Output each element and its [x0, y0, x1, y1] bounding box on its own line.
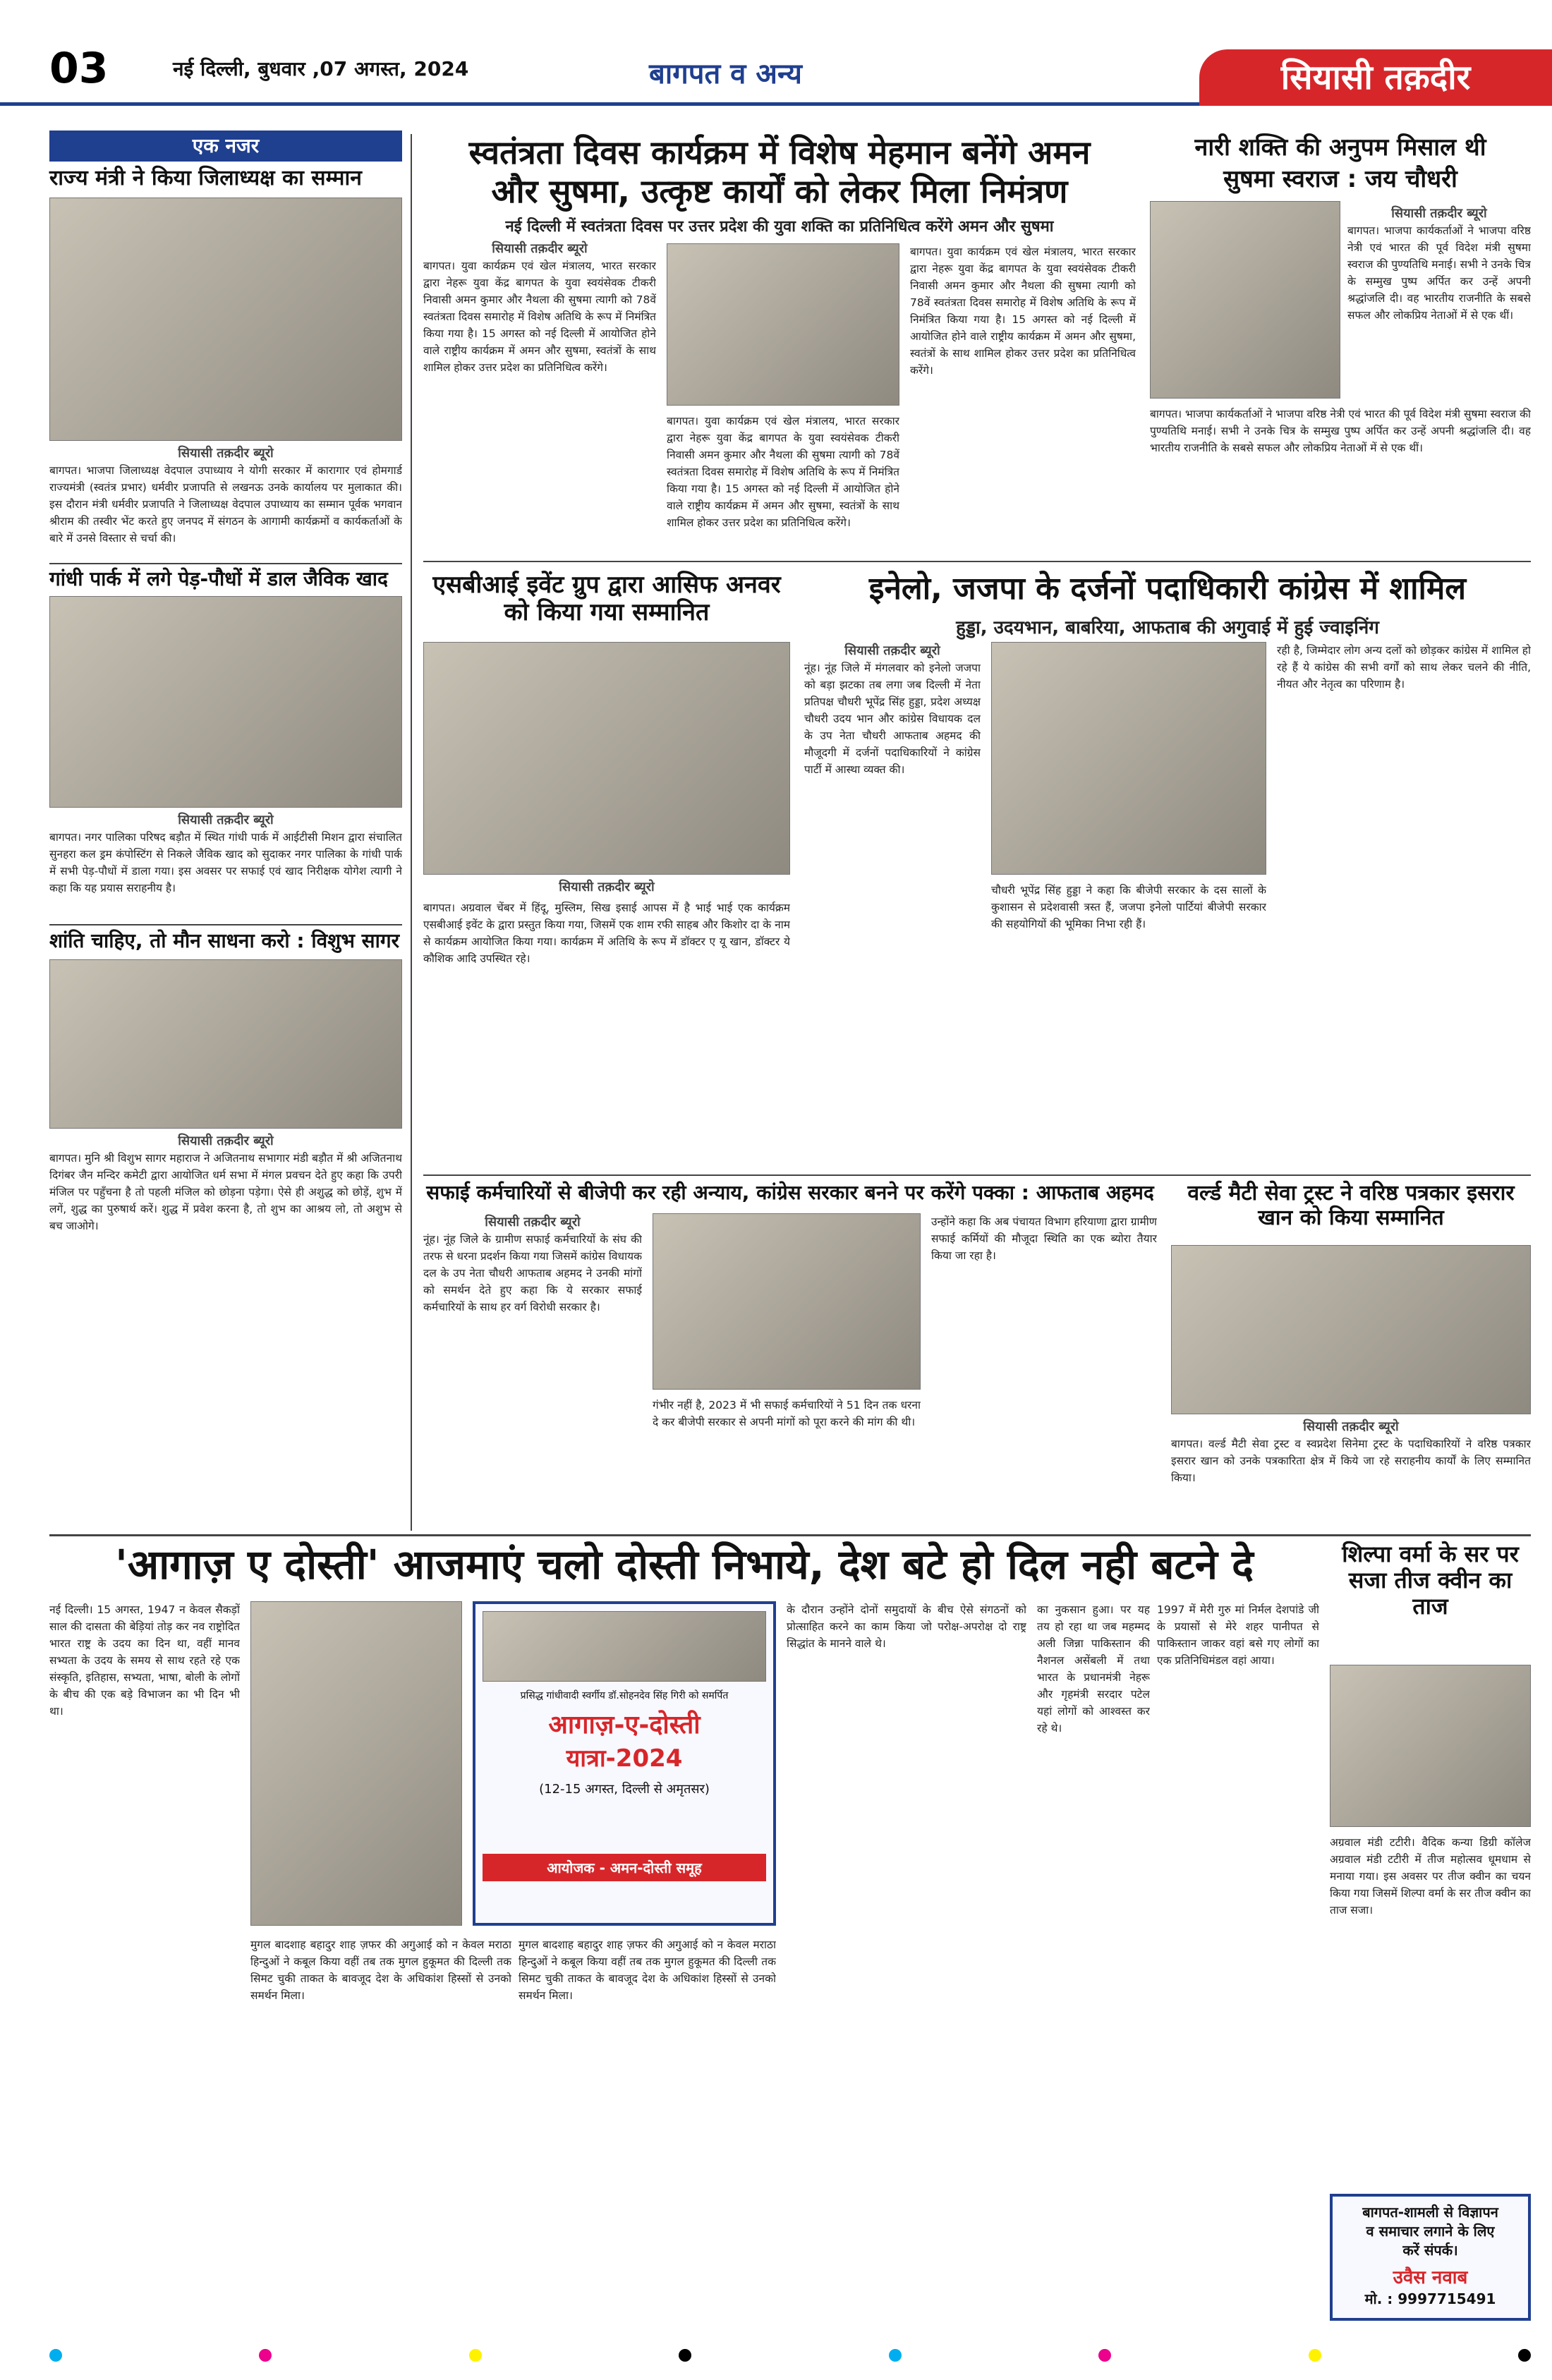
story-body: का नुकसान हुआ। पर यह तय हो रहा था जब महम्मद अली जिन्ना पाकिस्तान की नैशनल असेंबली में तथा भारत के प्रधानमंत्री नेहरू और गृहमंत्री सरदार पटेल यहां लोगों को आश्वस्त कर रहे थे।	[1037, 1603, 1150, 1735]
top-story-title-line1: स्वतंत्रता दिवस कार्यक्रम में विशेष मेहमान बनेंगे अमन	[468, 133, 1091, 171]
story-body: नई दिल्ली। 15 अगस्त, 1947 न केवल सैकड़ों साल की दासता की बेड़ियां तोड़ कर नव राष्ट्रोदित भारत राष्ट्र के उदय का दिन था, वहीं मानव सभ्यता के उदय के समय से साथ रहते रहे एक संस्कृति, इतिहास, सभ्यता, भाषा, बोली के लोगों के बीच की एक बड़े विभाजन का भी दिन भी था।	[49, 1603, 240, 1718]
story-body: मुगल बादशाह बहादुर शाह ज़फर की अगुआई को न केवल मराठा हिन्दुओं ने कबूल किया वहीं तब तक मुगल हुकूमत की दिल्ली तक सिमट चुकी ताकत के बावजूद देश के अधिकांश हिस्सों से उनको समर्थन मिला।	[519, 1938, 776, 2003]
news-photo	[49, 596, 402, 808]
black-dot	[679, 2349, 691, 2362]
black-dot	[1518, 2349, 1531, 2362]
news-photo	[1330, 1665, 1531, 1827]
portrait-photo	[250, 1601, 462, 1926]
story-body: बागपत। अग्रवाल चेंबर में हिंदू, मुस्लिम, सिख इसाई आपस में है भाई भाई एक कार्यक्रम एसबीआई इवेंट के द्वारा प्रस्तुत किया गया, जिसमें एक शाम रफी साहब और किशोर दा के नाम से कार्यक्रम आयोजित किया गया। कार्यक्रम में अतिथि के रूप में डॉक्टर ए यू खान, डॉक्टर ये कौशिक आदि उपस्थित रहे।	[423, 901, 790, 966]
magenta-dot	[259, 2349, 272, 2362]
top-story-subtitle: नई दिल्ली में स्वतंत्रता दिवस पर उत्तर प्रदेश की युवा शक्ति का प्रतिनिधित्व करेंगे अमन और सुषमा	[505, 218, 1054, 236]
yellow-dot	[469, 2349, 482, 2362]
news-photo	[667, 243, 899, 406]
byline: सियासी तक़दीर ब्यूरो	[559, 880, 655, 894]
story-title: गांधी पार्क में लगे पेड़-पौधों में डाल जैविक खाद	[49, 567, 388, 590]
cyan-dot	[49, 2349, 62, 2362]
story-title: नारी शक्ति की अनुपम मिसाल थी	[1194, 133, 1486, 162]
story-title: एसबीआई इवेंट ग्रुप द्वारा आसिफ अनवर को किया गया सम्मानित	[432, 571, 781, 627]
story-body: बागपत। नगर पालिका परिषद बड़ौत में स्थित गांधी पार्क में आईटीसी मिशन द्वारा संचालित सुनहरा कल ड्रम कंपोस्टिंग से निकले जैविक खाद को सुदाकर नगर पालिका के गांधी पार्क में सभी पेड़-पौधों में डाला गया। इस अवसर पर सफाई एवं खाद निरीक्षक योगेश त्यागी ने कहा कि यह प्रयास सराहनीय है।	[49, 831, 402, 895]
column-rule	[411, 134, 412, 1531]
story-body: मुगल बादशाह बहादुर शाह ज़फर की अगुआई को न केवल मराठा हिन्दुओं ने कबूल किया वहीं तब तक मुगल हुकूमत की दिल्ली तक सिमट चुकी ताकत के बावजूद देश के अधिकांश हिस्सों से उनको समर्थन मिला।	[250, 1938, 511, 2003]
print-registration-marks	[49, 2349, 1531, 2363]
ad-line: व समाचार लगाने के लिए	[1366, 2223, 1495, 2240]
ek-nazar-kicker: एक नजर	[49, 130, 402, 162]
news-photo	[991, 642, 1266, 875]
ad-line: करें संपर्क।	[1402, 2242, 1458, 2259]
story-body: बागपत। मुनि श्री विशुभ सागर महाराज ने अजितनाथ सभागार मंडी बड़ौत में श्री अजितनाथ दिगंबर जैन मन्दिर कमेटी द्वारा आयोजित धर्म सभा में मंगल प्रवचन देते हुए कहा कि उपरी मंजिल पर पहुँचना है तो पहली मंजिल को छोड़ना पड़ेगा। ऐसे ही अशुद्ध को छोड़ें, शुभ में लगें, शुद्ध का पुरुषार्थ करें। शुद्ध में प्रवेश करना है, तो शुभ का आश्रय लो, तो अशुभ से बच जाओगे।	[49, 1152, 402, 1233]
byline: सियासी तक़दीर ब्यूरो	[492, 241, 588, 256]
story-body: बागपत। भाजपा कार्यकर्ताओं ने भाजपा वरिष्ठ नेत्री एवं भारत की पूर्व विदेश मंत्री सुषमा स्वराज की पुण्यतिथि मनाई। सभी ने उनके चित्र के सम्मुख पुष्प अर्पित कर उन्हें अपनी श्रद्धांजलि दी। वह भारतीय राजनीति के सबसे सफल और लोकप्रिय नेताओं में से एक थीं।	[1347, 224, 1531, 322]
divider	[49, 924, 402, 925]
lead-title: 'आगाज़ ए दोस्ती' आजमाएं चलो दोस्ती निभाये, देश बटे हो दिल नही बटने दे	[115, 1541, 1254, 1589]
poster-title: आगाज़-ए-दोस्ती	[548, 1711, 701, 1740]
poster-organizer: आयोजक - अमन-दोस्ती समूह	[483, 1854, 766, 1881]
story-body: गंभीर नहीं है, 2023 में भी सफाई कर्मचारियों ने 51 दिन तक धरना दे कर बीजेपी सरकार से अपनी मांगों को पूरा करने की मांग की थी।	[653, 1399, 921, 1429]
portrait-photo	[1150, 201, 1340, 399]
byline: सियासी तक़दीर ब्यूरो	[1303, 1419, 1399, 1434]
story-body: चौधरी भूपेंद्र सिंह हुड्डा ने कहा कि बीजेपी सरकार के दस सालों के कुशासन से प्रदेशवासी त्रस्त हैं, जजपा इनेलो पार्टियां बीजेपी सरकार की सहयोगियों की भूमिका निभा रही हैं।	[991, 884, 1266, 931]
news-photo	[423, 642, 790, 875]
story-body: 1997 में मेरी गुरु मां निर्मल देशपांडे जी के प्रयासों से मेरे शहर पानीपत से पाकिस्तान जाकर वहां बसे गए लोगों का एक प्रतिनिधिमंडल वहां आया।	[1157, 1603, 1319, 1668]
story-title: सफाई कर्मचारियों से बीजेपी कर रही अन्याय, कांग्रेस सरकार बनने पर करेंगे पक्का : आफताब अहमद	[426, 1181, 1154, 1204]
divider	[423, 1174, 1531, 1176]
story-body: बागपत। वर्ल्ड मैटी सेवा ट्रस्ट व स्वप्नदेश सिनेमा ट्रस्ट के पदाधिकारियों ने वरिष्ठ पत्रकार इसरार खान को उनके पत्रकारिता क्षेत्र में किये जा रहे सराहनीय कार्यों के लिए सम्मानित किया।	[1171, 1438, 1531, 1485]
story-body: अग्रवाल मंडी टटीरी। वैदिक कन्या डिग्री कॉलेज अग्रवाल मंडी टटीरी में तीज महोत्सव धूमधाम से मनाया गया। इस अवसर पर तीज क्वीन का चयन किया गया जिसमें शिल्पा वर्मा के सर तीज क्वीन का ताज सजा।	[1330, 1836, 1531, 1917]
story-body: नूंह। नूंह जिले के ग्रामीण सफाई कर्मचारियों के संघ की तरफ से धरना प्रदर्शन किया गया जिसमें कांग्रेस विधायक दल के उप नेता चौधरी आफताब अहमद ने उनकी मांगों को समर्थन देते हुए कहा कि ये सरकार सफाई कर्मचारियों के साथ हर वर्ग विरोधी सरकार है।	[423, 1233, 642, 1314]
page-number: 03	[49, 44, 109, 93]
story-title: राज्य मंत्री ने किया जिलाध्यक्ष का सम्मान	[49, 166, 362, 190]
top-story-title-line2: और सुषमा, उत्कृष्ट कार्यों को लेकर मिला निमंत्रण	[491, 172, 1068, 210]
divider	[49, 563, 402, 564]
story-body: नूंह। नूंह जिले में मंगलवार को इनेलो जजपा को बड़ा झटका तब लगा जब दिल्ली में नेता प्रतिपक्ष चौधरी भूपेंद्र सिंह हुड्डा, प्रदेश अध्यक्ष चौधरी उदय भान और कांग्रेस विधायक दल के उप नेता चौधरी आफताब अहमद की मौजूदगी में दर्जनों पदाधिकारियों ने कांग्रेस पार्टी में आस्था व्यक्त की।	[804, 662, 981, 777]
news-photo	[1171, 1245, 1531, 1414]
story-title: सुषमा स्वराज : जय चौधरी	[1223, 165, 1457, 193]
news-photo	[653, 1213, 921, 1390]
story-title: शिल्पा वर्मा के सर पर सजा तीज क्वीन का ताज	[1342, 1541, 1519, 1620]
poster-dates: (12-15 अगस्त, दिल्ली से अमृतसर)	[539, 1782, 710, 1797]
advertisement-box	[1330, 2194, 1531, 2321]
story-body: बागपत। युवा कार्यक्रम एवं खेल मंत्रालय, भारत सरकार द्वारा नेहरू युवा केंद्र बागपत के युवा स्वयंसेवक टीकरी निवासी अमन कुमार और नैथला की सुषमा त्यागी को 78वें स्वतंत्रता दिवस समारोह में विशेष अतिथि के रूप में निमंत्रित किया गया है। 15 अगस्त को नई दिल्ली में आयोजित होने वाले राष्ट्रीय कार्यक्रम में अमन और सुषमा, स्वतंत्रों के साथ शामिल होकर उत्तर प्रदेश का प्रतिनिधित्व करेंगे।	[423, 260, 656, 375]
byline: सियासी तक़दीर ब्यूरो	[485, 1215, 581, 1230]
story-title: वर्ल्ड मैटी सेवा ट्रस्ट ने वरिष्ठ पत्रकार इसरार खान को किया सम्मानित	[1187, 1181, 1515, 1230]
byline: सियासी तक़दीर ब्यूरो	[844, 643, 940, 658]
story-body: के दौरान उन्होंने दोनों समुदायों के बीच ऐसे संगठनों को प्रोत्साहित करने का काम किया जो परोक्ष-अपरोक्ष दो राष्ट्र सिद्धांत के मानने वाले थे।	[787, 1603, 1026, 1651]
yellow-dot	[1309, 2349, 1321, 2362]
ad-contact-name: उवैस नवाब	[1393, 2267, 1468, 2288]
news-photo	[49, 959, 402, 1129]
poster-year: यात्रा-2024	[566, 1744, 683, 1773]
story-body: बागपत। युवा कार्यक्रम एवं खेल मंत्रालय, भारत सरकार द्वारा नेहरू युवा केंद्र बागपत के युवा स्वयंसेवक टीकरी निवासी अमन कुमार और नैथला की सुषमा त्यागी को 78वें स्वतंत्रता दिवस समारोह में विशेष अतिथि के रूप में निमंत्रित किया गया है। 15 अगस्त को नई दिल्ली में आयोजित होने वाले राष्ट्रीय कार्यक्रम में अमन और सुषमा, स्वतंत्रों के साथ शामिल होकर उत्तर प्रदेश का प्रतिनिधित्व करेंगे।	[910, 245, 1136, 377]
story-body: रही है, जिम्मेदार लोग अन्य दलों को छोड़कर कांग्रेस में शामिल हो रहे हैं ये कांग्रेस की सभी वर्गों को साथ लेकर चलने की नीति, नीयत और नेतृत्व का परिणाम है।	[1277, 644, 1531, 691]
story-body: उन्होंने कहा कि अब पंचायत विभाग हरियाणा द्वारा ग्रामीण सफाई कर्मियों की मौजूदा स्थिति का एक ब्योरा तैयार किया जा रहा है।	[931, 1215, 1157, 1263]
section-title: बागपत व अन्य	[649, 58, 802, 90]
story-subtitle: हुड्डा, उदयभान, बाबरिया, आफताब की अगुवाई में हुई ज्वाइनिंग	[956, 617, 1379, 638]
magenta-dot	[1098, 2349, 1111, 2362]
issue-date: नई दिल्ली, बुधवार ,07 अगस्त, 2024	[173, 57, 469, 80]
ad-line: बागपत-शामली से विज्ञापन	[1362, 2204, 1498, 2221]
story-title: शांति चाहिए, तो मौन साधना करो : विशुभ सागर	[49, 929, 400, 952]
leaders-photo-strip	[483, 1611, 766, 1682]
story-body: बागपत। भाजपा कार्यकर्ताओं ने भाजपा वरिष्ठ नेत्री एवं भारत की पूर्व विदेश मंत्री सुषमा स्वराज की पुण्यतिथि मनाई। सभी ने उनके चित्र के सम्मुख पुष्प अर्पित कर उन्हें अपनी श्रद्धांजलि दी। वह भारतीय राजनीति के सबसे सफल और लोकप्रिय नेताओं में से एक थीं।	[1150, 408, 1531, 455]
byline: सियासी तक़दीर ब्यूरो	[178, 446, 274, 461]
story-title: इनेलो, जजपा के दर्जनों पदाधिकारी कांग्रेस में शामिल	[868, 571, 1467, 607]
byline: सियासी तक़दीर ब्यूरो	[178, 813, 274, 827]
brand-banner: सियासी तक़दीर	[1199, 49, 1552, 106]
story-body: बागपत। युवा कार्यक्रम एवं खेल मंत्रालय, भारत सरकार द्वारा नेहरू युवा केंद्र बागपत के युवा स्वयंसेवक टीकरी निवासी अमन कुमार और नैथला की सुषमा त्यागी को 78वें स्वतंत्रता दिवस समारोह में विशेष अतिथि के रूप में निमंत्रित किया गया है। 15 अगस्त को नई दिल्ली में आयोजित होने वाले राष्ट्रीय कार्यक्रम में अमन और सुषमा, स्वतंत्रों के साथ शामिल होकर उत्तर प्रदेश का प्रतिनिधित्व करेंगे।	[667, 415, 899, 530]
divider	[423, 561, 1531, 562]
news-photo	[49, 198, 402, 441]
story-body: बागपत। भाजपा जिलाध्यक्ष वेदपाल उपाध्याय ने योगी सरकार में कारागार एवं होमगार्ड राज्यमंत्री (स्वतंत्र प्रभार) धर्मवीर प्रजापति से लखनऊ उनके कार्यालय पर मुलाकात की। इस दौरान मंत्री धर्मवीर प्रजापति ने जिलाध्यक्ष वेदपाल उपाध्याय का सम्मान पूर्वक भगवान श्रीराम की तस्वीर भेंट करते हुए जनपद में संगठन के आगामी कार्यक्रमों व कार्यकर्ताओं के बारे में उनसे विस्तार से चर्चा की।	[49, 464, 402, 545]
divider	[49, 1534, 1531, 1536]
byline: सियासी तक़दीर ब्यूरो	[178, 1134, 274, 1148]
byline: सियासी तक़दीर ब्यूरो	[1391, 206, 1487, 221]
yatra-poster	[473, 1601, 776, 1926]
poster-dedication: प्रसिद्ध गांधीवादी स्वर्गीय डॉ.सोहनदेव सिंह गिरी को समर्पित	[520, 1690, 729, 1701]
ad-phone: मो. : 9997715491	[1364, 2290, 1496, 2307]
cyan-dot	[889, 2349, 902, 2362]
